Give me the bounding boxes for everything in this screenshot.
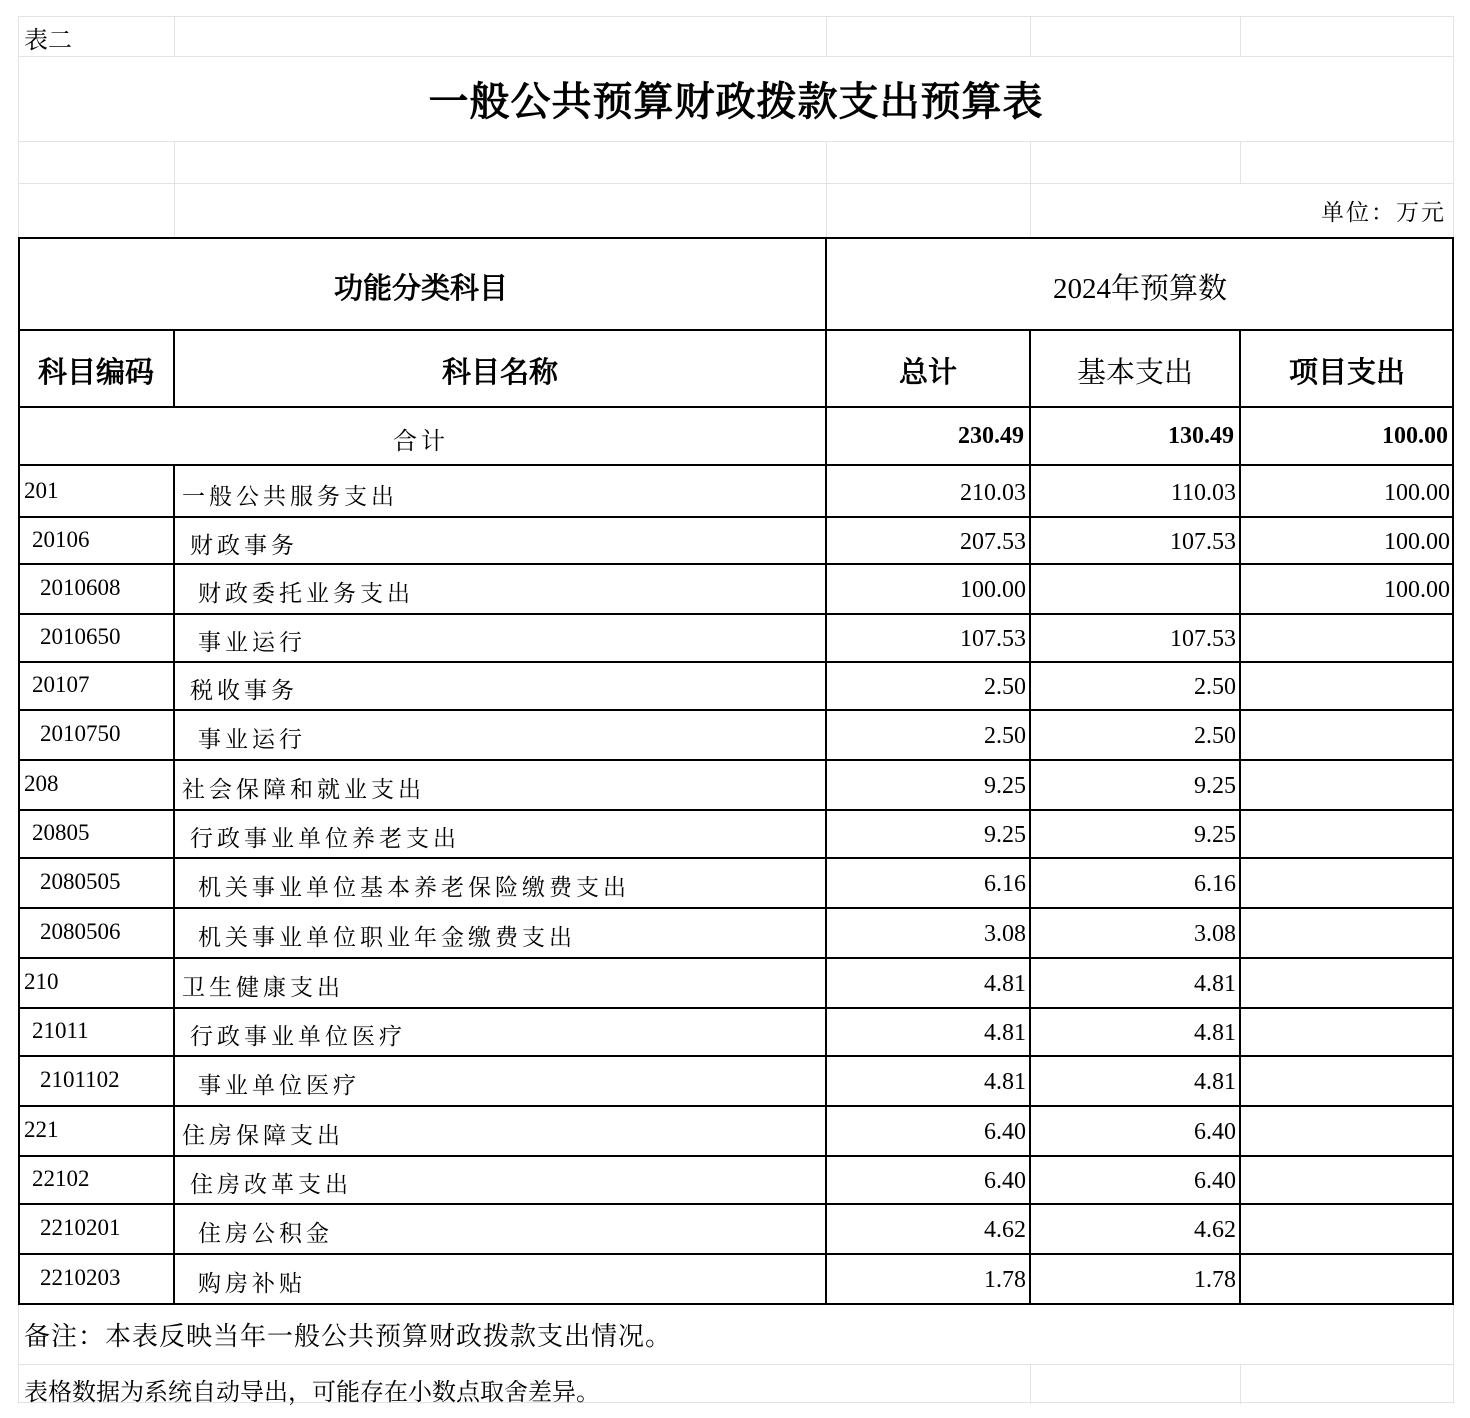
row-total: 6.16 — [984, 871, 1026, 897]
row-name: 事业运行 — [198, 630, 306, 656]
gridline — [1030, 1364, 1031, 1404]
row-code: 201 — [24, 478, 59, 503]
row-code: 20805 — [32, 820, 90, 845]
row-name: 财政委托业务支出 — [198, 581, 414, 607]
unit-label: 单位：万元 — [1321, 200, 1446, 226]
row-divider — [18, 759, 1454, 761]
row-name: 机关事业单位基本养老保险缴费支出 — [198, 875, 630, 901]
header-project: 项目支出 — [1288, 355, 1405, 389]
row-total: 210.03 — [960, 480, 1026, 506]
row-code: 20107 — [32, 672, 90, 697]
row-basic: 107.53 — [1170, 626, 1236, 652]
table-border — [1239, 329, 1241, 1305]
row-basic: 110.03 — [1170, 480, 1236, 506]
row-name: 一般公共服务支出 — [182, 484, 398, 510]
row-name: 卫生健康支出 — [182, 975, 344, 1001]
gridline — [1453, 16, 1454, 238]
row-total: 9.25 — [984, 822, 1026, 848]
row-total: 4.81 — [984, 971, 1026, 997]
row-name: 事业运行 — [198, 727, 306, 753]
row-project: 100.00 — [1384, 577, 1450, 603]
table-border — [173, 464, 175, 1305]
row-project: 100.00 — [1384, 529, 1450, 555]
row-divider — [18, 809, 1454, 811]
table-border — [18, 237, 1454, 239]
row-total: 6.40 — [984, 1168, 1026, 1194]
row-total: 207.53 — [960, 529, 1026, 555]
row-basic: 4.81 — [1194, 1069, 1236, 1095]
row-basic: 3.08 — [1194, 921, 1236, 947]
row-basic: 6.40 — [1194, 1168, 1236, 1194]
row-name: 住房改革支出 — [190, 1172, 352, 1198]
gridline — [18, 16, 1454, 17]
row-basic: 107.53 — [1170, 529, 1236, 555]
row-code: 2010650 — [40, 624, 121, 649]
gridline — [1030, 16, 1031, 56]
row-code: 2210203 — [40, 1265, 121, 1290]
header-name: 科目名称 — [441, 355, 558, 389]
row-total: 4.62 — [984, 1217, 1026, 1243]
row-code: 2080505 — [40, 869, 121, 894]
gridline — [174, 141, 175, 238]
table-border — [1029, 329, 1031, 1305]
gridline — [18, 141, 1454, 142]
row-name: 购房补贴 — [198, 1271, 306, 1297]
row-total: 2.50 — [984, 674, 1026, 700]
row-divider — [18, 907, 1454, 909]
row-basic: 6.16 — [1194, 871, 1236, 897]
header-basic: 基本支出 — [1076, 355, 1193, 389]
summary-basic: 130.49 — [1168, 423, 1234, 449]
gridline — [826, 16, 827, 56]
row-basic: 4.62 — [1194, 1217, 1236, 1243]
row-basic: 9.25 — [1194, 822, 1236, 848]
row-divider — [18, 563, 1454, 565]
table-border — [18, 237, 20, 1305]
gridline — [826, 141, 827, 238]
row-name: 住房公积金 — [198, 1221, 333, 1247]
row-divider — [18, 613, 1454, 615]
table-border — [825, 237, 827, 1305]
row-code: 2101102 — [40, 1067, 120, 1092]
gridline — [18, 183, 1454, 184]
row-name: 社会保障和就业支出 — [182, 777, 425, 803]
row-basic: 2.50 — [1194, 723, 1236, 749]
row-total: 1.78 — [984, 1267, 1026, 1293]
row-name: 行政事业单位养老支出 — [190, 826, 460, 852]
header-total: 总计 — [898, 355, 957, 389]
gridline — [1240, 141, 1241, 183]
gridline — [1030, 141, 1031, 238]
header-functional-category: 功能分类科目 — [333, 271, 508, 305]
row-basic: 1.78 — [1194, 1267, 1236, 1293]
row-code: 2210201 — [40, 1215, 121, 1240]
gridline — [1453, 1304, 1454, 1404]
row-divider — [18, 516, 1454, 518]
row-project: 100.00 — [1384, 480, 1450, 506]
row-code: 20106 — [32, 527, 90, 552]
row-divider — [18, 1253, 1454, 1255]
gridline — [18, 56, 1454, 57]
gridline — [18, 1364, 1454, 1365]
row-divider — [18, 1055, 1454, 1057]
row-name: 行政事业单位医疗 — [190, 1024, 406, 1050]
row-divider — [18, 1203, 1454, 1205]
gridline — [18, 1304, 19, 1404]
page-title: 一般公共预算财政拨款支出预算表 — [428, 78, 1044, 125]
row-total: 100.00 — [960, 577, 1026, 603]
row-divider — [18, 709, 1454, 711]
row-basic: 4.81 — [1194, 1020, 1236, 1046]
row-divider — [18, 1007, 1454, 1009]
row-basic: 6.40 — [1194, 1119, 1236, 1145]
summary-label: 合计 — [393, 427, 449, 455]
header-year-budget: 2024年预算数 — [1052, 273, 1227, 305]
gridline — [174, 16, 175, 56]
row-divider — [18, 957, 1454, 959]
row-code: 208 — [24, 771, 59, 796]
table-border — [18, 1303, 1454, 1305]
row-divider — [18, 1155, 1454, 1157]
row-name: 机关事业单位职业年金缴费支出 — [198, 925, 576, 951]
row-basic: 4.81 — [1194, 971, 1236, 997]
row-divider — [18, 1105, 1454, 1107]
row-code: 2010608 — [40, 575, 121, 600]
row-divider — [18, 857, 1454, 859]
row-name: 税收事务 — [190, 678, 298, 704]
row-basic: 2.50 — [1194, 674, 1236, 700]
row-code: 22102 — [32, 1166, 90, 1191]
gridline — [18, 16, 19, 238]
sheet-label: 表二 — [24, 26, 72, 54]
row-code: 21011 — [32, 1018, 89, 1043]
row-total: 6.40 — [984, 1119, 1026, 1145]
row-code: 2080506 — [40, 919, 121, 944]
row-total: 4.81 — [984, 1069, 1026, 1095]
summary-project: 100.00 — [1382, 423, 1448, 449]
row-name: 事业单位医疗 — [198, 1073, 360, 1099]
header-code: 科目编码 — [37, 355, 154, 389]
row-code: 210 — [24, 969, 59, 994]
row-code: 221 — [24, 1117, 59, 1142]
remark-note: 备注：本表反映当年一般公共预算财政拨款支出情况。 — [24, 1322, 673, 1352]
row-name: 住房保障支出 — [182, 1123, 344, 1149]
row-code: 2010750 — [40, 721, 121, 746]
summary-total: 230.49 — [958, 423, 1024, 449]
row-divider — [18, 661, 1454, 663]
gridline — [1240, 16, 1241, 56]
row-total: 2.50 — [984, 723, 1026, 749]
gridline — [1240, 1364, 1241, 1404]
row-total: 9.25 — [984, 773, 1026, 799]
row-total: 4.81 — [984, 1020, 1026, 1046]
footnote: 表格数据为系统自动导出，可能存在小数点取舍差异。 — [24, 1378, 600, 1406]
row-total: 107.53 — [960, 626, 1026, 652]
row-total: 3.08 — [984, 921, 1026, 947]
table-border — [1452, 237, 1454, 1305]
row-name: 财政事务 — [190, 533, 298, 559]
row-basic: 9.25 — [1194, 773, 1236, 799]
